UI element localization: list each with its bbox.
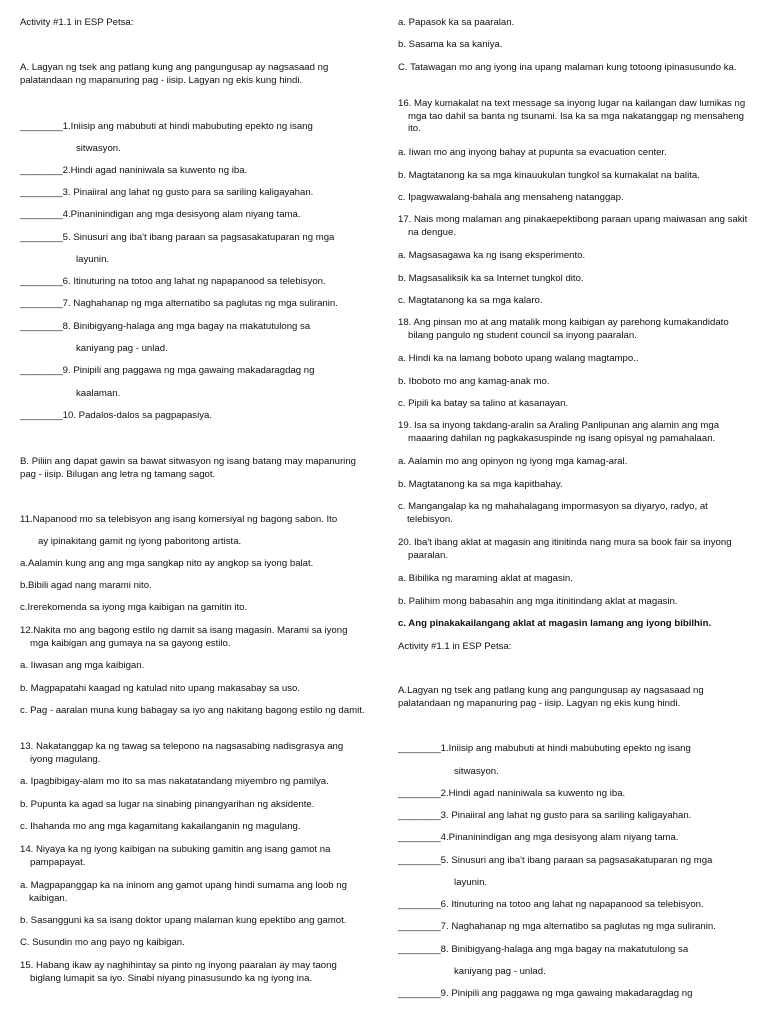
- activity-header: Activity #1.1 in ESP Petsa:: [20, 17, 134, 28]
- q11-choice-b: b.Bibili agad nang marami nito.: [20, 580, 152, 591]
- q19-choice-a: a. Aalamin mo ang opinyon ng iyong mga kamag-aral.: [398, 456, 628, 467]
- q14-choice-a: a. Magpapanggap ka na ininom ang gamot upang hindi sumama ang loob ng kaibigan.: [20, 880, 347, 904]
- q13-choice-c: c. Ihahanda mo ang mga kagamitang kakailanganin ng magulang.: [20, 821, 301, 832]
- q13-choice-b: b. Pupunta ka agad sa lugar na sinabing pinangyarihan ng aksidente.: [20, 799, 315, 810]
- item2-1-cont: sitwasyon.: [454, 766, 499, 777]
- item-8: ________8. Binibigyang-halaga ang mga bagay na makatutulong sa: [20, 321, 311, 332]
- item2-8: ________8. Binibigyang-halaga ang mga bagay na makatutulong sa: [398, 944, 689, 955]
- q16-choice-b: b. Magtatanong ka sa mga kinauukulan tungkol sa kumakalat na balita.: [398, 170, 700, 181]
- item-1: ________1.Iniisip ang mabubuti at hindi mabubuting epekto ng isang: [20, 121, 313, 132]
- item2-8-cont: kaniyang pag - unlad.: [454, 966, 546, 977]
- item-5-cont: layunin.: [76, 254, 110, 265]
- q14-choice-c: C. Susundin mo ang payo ng kaibigan.: [20, 937, 185, 948]
- q14: 14. Niyaya ka ng iyong kaibigan na subuking gamitin ang isang gamot na pampapayat.: [20, 844, 331, 868]
- q12-choice-b: b. Magpapatahi kaagad ng katulad nito upang makasabay sa uso.: [20, 683, 301, 694]
- q18-choice-c: c. Pipili ka batay sa talino at kasanayan.: [398, 398, 569, 409]
- q19-choice-c: c. Mangangalap ka ng mahahalagang impormasyon sa diyaryo, radyo, at telebisyon.: [398, 501, 708, 525]
- q15-choice-a: a. Papasok ka sa paaralan.: [398, 17, 515, 28]
- activity-header-2: Activity #1.1 in ESP Petsa:: [398, 641, 512, 652]
- q20-choice-c: c. Ang pinakakailangang aklat at magasin lamang ang iyong bibilhin.: [398, 618, 712, 629]
- q14-choice-b: b. Sasangguni ka sa isang doktor upang malaman kung epektibo ang gamot.: [20, 915, 347, 926]
- item2-3: ________3. Pinaiiral ang lahat ng gusto para sa sariling kaligayahan.: [398, 810, 692, 821]
- item-4: ________4.Pinaninindigan ang mga desisyong alam niyang tama.: [20, 209, 301, 220]
- q18: 18. Ang pinsan mo at ang matalik mong kaibigan ay parehong kumakandidato bilang pangulo ng student council sa inyong paaralan.: [398, 317, 729, 341]
- item-1-cont: sitwasyon.: [76, 143, 121, 154]
- q15-choice-c: C. Tatawagan mo ang iyong ina upang malaman kung totoong ipinasusundo ka.: [398, 62, 737, 73]
- q17-choice-a: a. Magsasagawa ka ng isang eksperimento.: [398, 250, 586, 261]
- q17: 17. Nais mong malaman ang pinakaepektibong paraan upang maiwasan ang sakit na dengue.: [398, 214, 748, 238]
- q20: 20. Iba't ibang aklat at magasin ang itinitinda nang mura sa book fair sa inyong paaralan.: [398, 537, 732, 561]
- item-9: ________9. Pinipili ang paggawa ng mga gawaing makadaragdag ng: [20, 365, 315, 376]
- q15: 15. Habang ikaw ay naghihintay sa pinto ng inyong paaralan ay may taong biglang lumapit sa iyo. Sinabi niyang pinasusundo ka ng iyong ina.: [20, 960, 337, 984]
- item2-1: ________1.Iniisip ang mabubuti at hindi mabubuting epekto ng isang: [398, 743, 691, 754]
- item2-6: ________6. Itinuturing na totoo ang lahat ng napapanood sa telebisyon.: [398, 899, 704, 910]
- q11-choice-a: a.Aalamin kung ang ang mga sangkap nito ay angkop sa iyong balat.: [20, 558, 314, 569]
- q11-line2: ay ipinakitang gamit ng iyong paboritong artista.: [38, 536, 242, 547]
- q19-choice-b: b. Magtatanong ka sa mga kapitbahay.: [398, 479, 563, 490]
- q12: 12.Nakita mo ang bagong estilo ng damit sa isang magasin. Marami sa iyong mga kaibigan ang gumaya na sa gayong estilo.: [20, 625, 348, 649]
- part-a-instructions-2: A.Lagyan ng tsek ang patlang kung ang pangungusap ay nagsasaad ng palatandaan ng mapanuring pag - iisip. Lagyan ng ekis kung hindi.: [398, 685, 704, 709]
- item2-2: ________2.Hindi agad naniniwala sa kuwento ng iba.: [398, 788, 626, 799]
- q12-choice-a: a. Iiwasan ang mga kaibigan.: [20, 660, 145, 671]
- item-9-cont: kaalaman.: [76, 388, 121, 399]
- q18-choice-a: a. Hindi ka na lamang boboto upang walang magtampo..: [398, 353, 639, 364]
- q20-choice-a: a. Bibilika ng maraming aklat at magasin.: [398, 573, 573, 584]
- q20-choice-b: b. Palihim mong babasahin ang mga itinitindang aklat at magasin.: [398, 596, 678, 607]
- q16-choice-a: a. Iiwan mo ang inyong bahay at pupunta sa evacuation center.: [398, 147, 667, 158]
- item-6: ________6. Itinuturing na totoo ang lahat ng napapanood sa telebisyon.: [20, 276, 326, 287]
- item-5: ________5. Sinusuri ang iba't ibang paraan sa pagsasakatuparan ng mga: [20, 232, 335, 243]
- q16-choice-c: c. Ipagwawalang-bahala ang mensaheng natanggap.: [398, 192, 624, 203]
- q19: 19. Isa sa inyong takdang-aralin sa Araling Panlipunan ang alamin ang mga maaaring dahilan ng pagkakasuspinde ng isang opisyal ng pamahalaan.: [398, 420, 720, 444]
- q18-choice-b: b. Iboboto mo ang kamag-anak mo.: [398, 376, 550, 387]
- item-3: ________3. Pinaiiral ang lahat ng gusto para sa sariling kaligayahan.: [20, 187, 314, 198]
- item-2: ________2.Hindi agad naniniwala sa kuwento ng iba.: [20, 165, 248, 176]
- item-10: ________10. Padalos-dalos sa pagpapasiya.: [20, 410, 213, 421]
- q13: 13. Nakatanggap ka ng tawag sa telepono na nagsasabing nadisgrasya ang iyong magulang.: [20, 741, 344, 765]
- item-8-cont: kaniyang pag - unlad.: [76, 343, 168, 354]
- q15-choice-b: b. Sasama ka sa kaniya.: [398, 39, 503, 50]
- q11-choice-c: c.Irerekomenda sa iyong mga kaibigan na gamitin ito.: [20, 602, 248, 613]
- part-b-instructions: B. Piliin ang dapat gawin sa bawat sitwasyon ng isang batang may mapanuring pag - iisip. Bilugan ang letra ng tamang sagot.: [20, 456, 356, 480]
- q13-choice-a: a. Ipagbibigay-alam mo ito sa mas nakatatandang miyembro ng pamilya.: [20, 776, 329, 787]
- q11-line1: 11.Napanood mo sa telebisyon ang isang komersiyal ng bagong sabon. Ito: [20, 514, 338, 525]
- item-7: ________7. Naghahanap ng mga alternatibo sa paglutas ng mga suliranin.: [20, 298, 338, 309]
- q17-choice-b: b. Magsasaliksik ka sa Internet tungkol dito.: [398, 273, 584, 284]
- item2-4: ________4.Pinaninindigan ang mga desisyong alam niyang tama.: [398, 832, 679, 843]
- q12-choice-c: c. Pag - aaralan muna kung babagay sa iyo ang nakitang bagong estilo ng damit.: [20, 705, 365, 716]
- item2-9: ________9. Pinipili ang paggawa ng mga gawaing makadaragdag ng: [398, 988, 693, 999]
- item2-5: ________5. Sinusuri ang iba't ibang paraan sa pagsasakatuparan ng mga: [398, 855, 713, 866]
- item2-7: ________7. Naghahanap ng mga alternatibo sa paglutas ng mga suliranin.: [398, 921, 716, 932]
- part-a-instructions: A. Lagyan ng tsek ang patlang kung ang pangungusap ay nagsasaad ng palatandaan ng mapanuring pag - iisip. Lagyan ng ekis kung hindi.: [20, 62, 329, 86]
- q16: 16. May kumakalat na text message sa inyong lugar na kailangan daw lumikas ng mga tao dahil sa banta ng tsunami. Isa ka sa mga nakatanggap ng mensaheng ito.: [398, 98, 746, 135]
- item2-5-cont: layunin.: [454, 877, 488, 888]
- q17-choice-c: c. Magtatanong ka sa mga kalaro.: [398, 295, 543, 306]
